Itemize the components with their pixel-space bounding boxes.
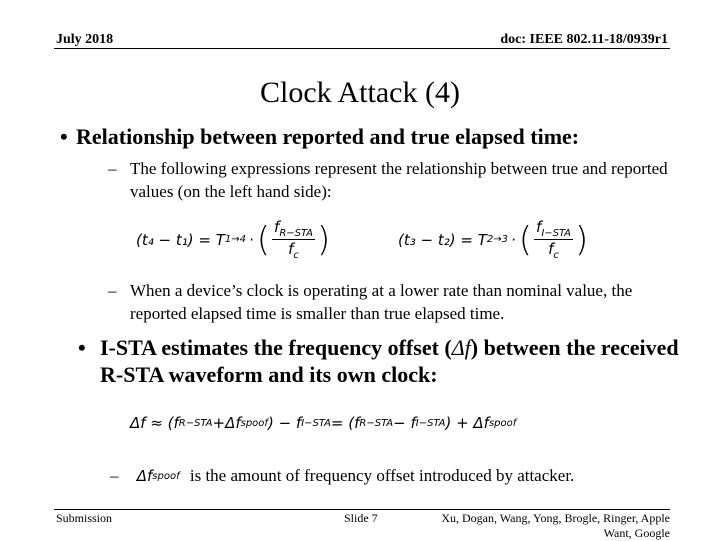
footer-divider (54, 509, 670, 510)
header-date: July 2018 (56, 32, 114, 47)
dash-icon: – (108, 281, 117, 300)
equation-1-fraction: $\frac{f_{R-STA}}{f_c}$ (274, 218, 314, 261)
inline-delta-f-spoof: Δf spoof (136, 467, 180, 485)
footer-submission: Submission (56, 511, 113, 525)
footer-authors: Xu, Dogan, Wang, Yong, Brogle, Ringer, Apple Want, Google (441, 511, 670, 540)
bullet-dot-icon: • (60, 124, 68, 149)
bullet-1-sub-1 (108, 157, 670, 203)
header-doc-id: doc: IEEE 802.11-18/0939r1 (500, 32, 668, 47)
bullet-1-sub-2-text: When a device’s clock is operating at a lower rate than nominal value, the reported elapsed time is smaller than true elapsed time. (130, 281, 633, 323)
slide-title: Clock Attack (4) (260, 76, 460, 109)
bullet-dot-icon: • (78, 335, 86, 360)
equation-2: (t₃ − t₂) = T 2→3 · ( $\frac{f_{I-STA}}{f_c}$ ) (398, 218, 589, 261)
bullet-1 (60, 123, 696, 150)
bullet-2-sub-1 (110, 464, 670, 488)
equation-1: (t₄ − t₁) = T 1→4 · ( $\frac{f_{R-STA}}{f_c}$ ) (136, 218, 331, 261)
equation-2-fraction: $\frac{f_{I-STA}}{f_c}$ (536, 218, 572, 261)
bullet-1-sub-1-text: The following expressions represent the relationship between true and reported values (on the left hand side): (130, 159, 668, 201)
dash-icon: – (108, 159, 117, 178)
bullet-1-sub-2 (108, 279, 670, 325)
bullet-1-text: Relationship between reported and true elapsed time: (76, 124, 580, 149)
dash-icon: – (110, 466, 119, 485)
delta-f-symbol: Δf (451, 335, 471, 360)
footer-slide-number: Slide 7 (344, 511, 378, 525)
equation-3: Δf ≈ (f R−STA +Δf spoof ) − f I−STA = (f R−STA − f I−STA ) + Δf spoof (130, 414, 517, 432)
bullet-2-sub-1-text: is the amount of frequency offset introduced by attacker. (189, 466, 575, 485)
bullet-2: • I-STA estimates the frequency offset (Δf) between the received R-STA waveform and its own clock: (78, 335, 679, 387)
header-divider (54, 48, 670, 49)
